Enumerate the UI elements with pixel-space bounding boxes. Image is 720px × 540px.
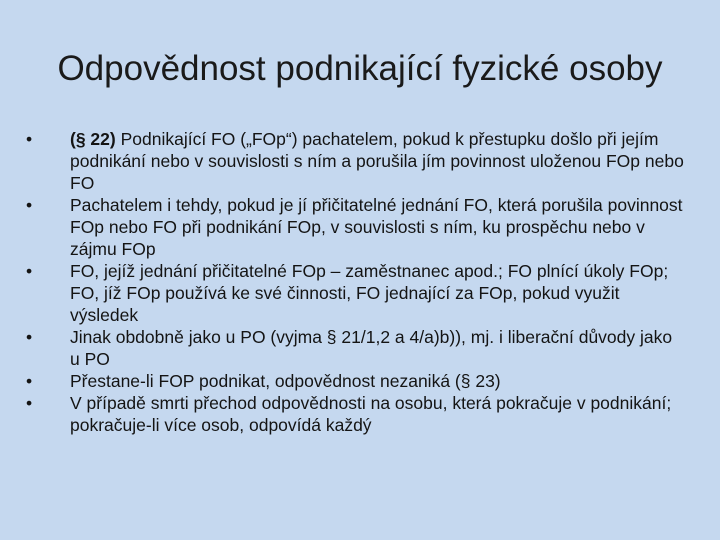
bullet-icon: • xyxy=(26,195,33,215)
bullet-icon: • xyxy=(26,261,33,281)
list-item-text: FO, jejíž jednání přičitatelné FOp – zaměstnanec apod.; FO plnící úkoly FOp; FO, jíž FOp používá ke své činnosti, FO jednající za FOp, pokud využit výsledek xyxy=(70,261,669,325)
list-item-text: Přestane-li FOP podnikat, odpovědnost nezaniká (§ 23) xyxy=(70,371,501,391)
list-item xyxy=(26,392,686,436)
bullet-icon: • xyxy=(26,129,33,149)
bullet-icon: • xyxy=(26,327,33,347)
bullet-icon: • xyxy=(26,393,33,413)
list-item-text: Pachatelem i tehdy, pokud je jí přičitatelné jednání FO, která porušila povinnost FOp nebo FO při podnikání FOp, v souvislosti s ním, ku prospěchu nebo v zájmu FOp xyxy=(70,195,683,259)
bullet-icon: • xyxy=(26,371,33,391)
list-item-text: V případě smrti přechod odpovědnosti na osobu, která pokračuje v podnikání; pokračuje-li více osob, odpovídá každý xyxy=(70,393,672,435)
list-item-text: Jinak obdobně jako u PO (vyjma § 21/1,2 a 4/a)b)), mj. i liberační důvody jako u PO xyxy=(70,327,673,369)
bullet-list xyxy=(26,128,686,436)
list-item xyxy=(26,370,686,392)
section-reference: (§ 22) xyxy=(70,129,116,149)
list-item xyxy=(26,194,686,260)
list-item xyxy=(26,128,686,194)
list-item-text: Podnikající FO („FOp“) pachatelem, pokud k přestupku došlo při jejím podnikání nebo v souvislosti s ním a porušila jím povinnost uloženou FOp nebo FO xyxy=(70,129,684,193)
list-item xyxy=(26,260,686,326)
list-item xyxy=(26,326,686,370)
slide-title: Odpovědnost podnikající fyzické osoby xyxy=(57,49,663,88)
